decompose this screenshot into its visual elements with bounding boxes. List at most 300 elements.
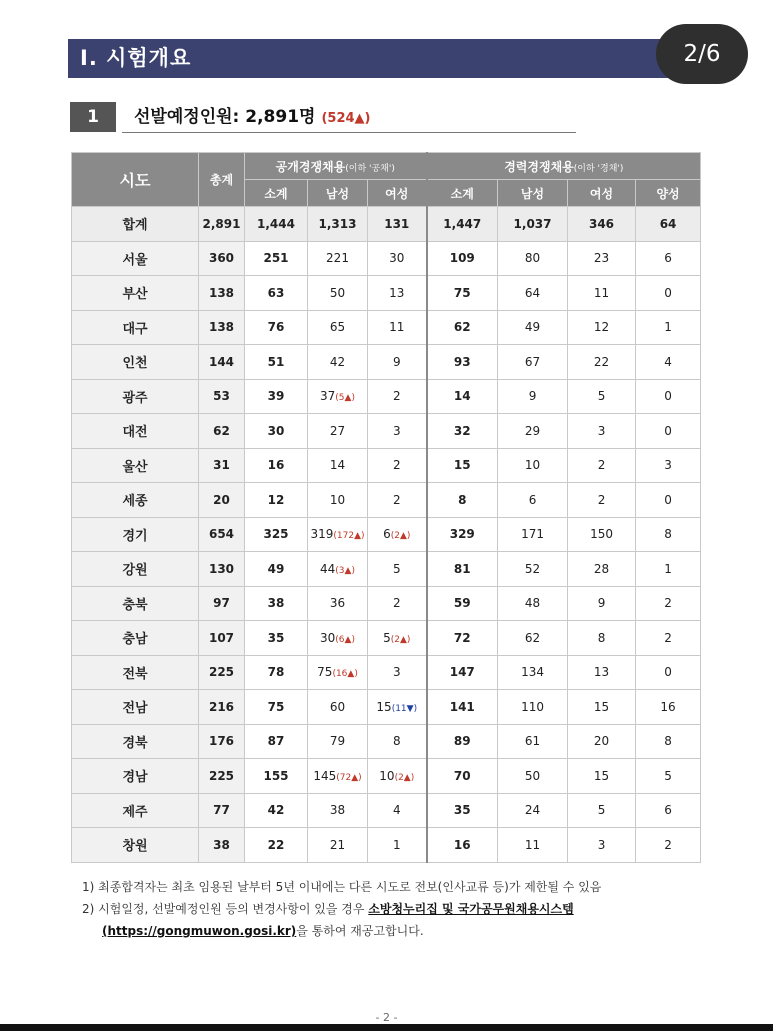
cell-career-male-value: 6 bbox=[528, 492, 537, 507]
cell-public-female-value: 6 bbox=[383, 527, 391, 542]
table-row bbox=[72, 793, 701, 828]
cell-career-male-value: 80 bbox=[524, 251, 541, 266]
cell-public-subtotal-value: 325 bbox=[263, 527, 289, 542]
col-header-career-female: 여성 bbox=[568, 180, 636, 207]
cell-public-subtotal-value: 75 bbox=[267, 699, 285, 714]
footnote-2-suffix: 을 통하여 재공고합니다. bbox=[296, 924, 424, 938]
cell-public-male bbox=[308, 690, 368, 725]
career-group-label: 경력경쟁채용 bbox=[504, 159, 574, 174]
cell-public-female bbox=[368, 552, 427, 587]
cell-public-subtotal bbox=[245, 517, 308, 552]
cell-public-male-value: 75 bbox=[317, 665, 333, 680]
cell-career-male-value: 64 bbox=[524, 285, 541, 300]
col-header-region: 시도 bbox=[72, 153, 199, 207]
cell-career-male bbox=[498, 207, 568, 242]
cell-career-subtotal bbox=[427, 345, 498, 380]
cell-career-female bbox=[568, 448, 636, 483]
cell-career-male-value: 67 bbox=[524, 354, 541, 369]
cell-career-subtotal-value: 62 bbox=[453, 320, 471, 335]
table-row bbox=[72, 828, 701, 863]
cell-public-female-change: (2▲) bbox=[390, 531, 411, 542]
cell-public-male bbox=[308, 276, 368, 311]
subsection-title-text: 선발예정인원: 2,891명 bbox=[134, 107, 316, 127]
cell-public-subtotal bbox=[245, 276, 308, 311]
cell-career-female-value: 22 bbox=[593, 354, 610, 369]
cell-career-both bbox=[636, 276, 701, 311]
cell-career-both bbox=[636, 207, 701, 242]
footnote-2-link[interactable]: 소방청누리집 및 국가공무원채용시스템 bbox=[368, 902, 574, 916]
cell-career-both-value: 2 bbox=[664, 630, 672, 645]
cell-career-both bbox=[636, 483, 701, 518]
cell-region-value: 대전 bbox=[122, 425, 148, 441]
table-row bbox=[72, 448, 701, 483]
cell-career-female bbox=[568, 414, 636, 449]
cell-career-male-value: 10 bbox=[524, 458, 541, 473]
cell-career-male bbox=[498, 586, 568, 621]
cell-career-subtotal bbox=[427, 517, 498, 552]
cell-total-value: 138 bbox=[208, 285, 235, 300]
page-number: - 2 - bbox=[375, 1011, 398, 1024]
cell-career-female-value: 5 bbox=[597, 803, 606, 818]
cell-region-value: 충남 bbox=[122, 632, 148, 648]
cell-public-male-value: 42 bbox=[329, 354, 346, 369]
cell-career-female bbox=[568, 483, 636, 518]
cell-career-both-value: 6 bbox=[664, 251, 672, 266]
cell-total bbox=[199, 759, 245, 794]
cell-career-female-value: 12 bbox=[593, 320, 610, 335]
cell-career-both-value: 4 bbox=[664, 354, 672, 369]
cell-public-male bbox=[308, 241, 368, 276]
cell-public-subtotal-value: 87 bbox=[267, 734, 285, 749]
cell-public-male-value: 60 bbox=[329, 699, 346, 714]
cell-career-subtotal-value: 141 bbox=[449, 699, 475, 714]
cell-career-male-value: 171 bbox=[521, 527, 544, 542]
cell-public-subtotal bbox=[245, 621, 308, 656]
cell-public-female-value: 15 bbox=[376, 699, 392, 714]
col-header-public-male: 남성 bbox=[308, 180, 368, 207]
cell-career-subtotal-value: 75 bbox=[453, 285, 471, 300]
table-row bbox=[72, 621, 701, 656]
cell-total-value: 31 bbox=[213, 458, 230, 473]
cell-career-male bbox=[498, 448, 568, 483]
cell-career-subtotal-value: 35 bbox=[453, 803, 471, 818]
public-group-label: 공개경쟁채용 bbox=[275, 159, 346, 174]
table-row bbox=[72, 517, 701, 552]
cell-public-subtotal-value: 22 bbox=[267, 837, 285, 852]
cell-public-female-value: 30 bbox=[389, 251, 405, 266]
cell-career-male-value: 50 bbox=[524, 768, 541, 783]
cell-career-subtotal-value: 329 bbox=[449, 527, 475, 542]
cell-public-subtotal-value: 63 bbox=[267, 285, 285, 300]
cell-career-male-value: 9 bbox=[528, 389, 537, 404]
cell-public-female bbox=[368, 483, 427, 518]
cell-career-subtotal bbox=[427, 448, 498, 483]
cell-public-subtotal-value: 35 bbox=[267, 630, 285, 645]
cell-career-both bbox=[636, 379, 701, 414]
cell-career-female bbox=[568, 759, 636, 794]
cell-public-male-value: 145 bbox=[313, 768, 337, 783]
cell-public-male bbox=[308, 724, 368, 759]
cell-career-male-value: 110 bbox=[521, 699, 544, 714]
table-row bbox=[72, 345, 701, 380]
table-row bbox=[72, 759, 701, 794]
cell-total bbox=[199, 483, 245, 518]
cell-region bbox=[72, 310, 199, 345]
cell-career-subtotal-value: 72 bbox=[453, 630, 471, 645]
cell-career-subtotal bbox=[427, 310, 498, 345]
cell-career-both bbox=[636, 655, 701, 690]
cell-career-male bbox=[498, 759, 568, 794]
subsection-title bbox=[134, 102, 370, 132]
cell-career-both-value: 8 bbox=[664, 527, 672, 542]
cell-public-subtotal bbox=[245, 828, 308, 863]
cell-career-subtotal bbox=[427, 276, 498, 311]
cell-career-female bbox=[568, 517, 636, 552]
cell-public-male-value: 1,313 bbox=[318, 216, 357, 231]
career-group-note: (이하 '경채') bbox=[573, 163, 624, 174]
cell-career-male bbox=[498, 828, 568, 863]
cell-public-subtotal-value: 42 bbox=[267, 803, 285, 818]
cell-public-female-value: 11 bbox=[389, 320, 405, 335]
cell-region bbox=[72, 586, 199, 621]
cell-public-subtotal bbox=[245, 207, 308, 242]
cell-public-subtotal bbox=[245, 483, 308, 518]
cell-career-subtotal-value: 109 bbox=[449, 251, 475, 266]
cell-public-subtotal-value: 78 bbox=[267, 665, 285, 680]
cell-region bbox=[72, 379, 199, 414]
cell-career-female-value: 13 bbox=[593, 665, 610, 680]
footnote-2-prefix: 2) 시험일정, 선발예정인원 등의 변경사항이 있을 경우 bbox=[82, 902, 369, 916]
cell-public-male-value: 50 bbox=[329, 285, 346, 300]
cell-career-female-value: 2 bbox=[597, 492, 606, 507]
cell-career-female bbox=[568, 655, 636, 690]
cell-career-female bbox=[568, 586, 636, 621]
cell-career-male bbox=[498, 793, 568, 828]
cell-public-subtotal-value: 49 bbox=[267, 561, 285, 576]
cell-public-male-change: (16▲) bbox=[332, 669, 358, 680]
cell-total bbox=[199, 414, 245, 449]
cell-career-both bbox=[636, 517, 701, 552]
cell-public-male-value: 79 bbox=[329, 734, 346, 749]
cell-career-subtotal-value: 89 bbox=[453, 734, 471, 749]
cell-public-male bbox=[308, 655, 368, 690]
cell-region-value: 충북 bbox=[122, 597, 148, 613]
table-row bbox=[72, 379, 701, 414]
cell-public-male bbox=[308, 414, 368, 449]
footnotes bbox=[82, 876, 722, 942]
public-group-note: (이하 '공채') bbox=[345, 163, 395, 174]
cell-career-both-value: 0 bbox=[664, 389, 672, 404]
cell-region-value: 전남 bbox=[122, 701, 148, 717]
table-row bbox=[72, 207, 701, 242]
cell-career-both bbox=[636, 552, 701, 587]
col-header-career-both: 양성 bbox=[636, 180, 701, 207]
cell-total bbox=[199, 310, 245, 345]
footnote-2-url[interactable]: (https://gongmuwon.gosi.kr) bbox=[102, 924, 297, 938]
cell-career-subtotal-value: 14 bbox=[453, 389, 471, 404]
cell-public-female bbox=[368, 517, 427, 552]
cell-total bbox=[199, 345, 245, 380]
cell-career-subtotal bbox=[427, 793, 498, 828]
cell-public-male bbox=[308, 345, 368, 380]
cell-public-male-value: 14 bbox=[329, 458, 346, 473]
cell-public-subtotal bbox=[245, 552, 308, 587]
cell-career-subtotal-value: 15 bbox=[453, 458, 471, 473]
col-header-career-subtotal: 소계 bbox=[427, 180, 498, 207]
cell-region bbox=[72, 517, 199, 552]
cell-career-both-value: 0 bbox=[664, 492, 672, 507]
bottom-bar bbox=[0, 1024, 773, 1031]
table-row bbox=[72, 655, 701, 690]
cell-public-subtotal bbox=[245, 345, 308, 380]
subsection-number: 1 bbox=[70, 102, 116, 132]
cell-career-both bbox=[636, 448, 701, 483]
cell-total bbox=[199, 828, 245, 863]
cell-public-female-value: 13 bbox=[389, 285, 405, 300]
cell-career-subtotal-value: 93 bbox=[453, 354, 471, 369]
cell-career-female bbox=[568, 724, 636, 759]
cell-career-subtotal-value: 1,447 bbox=[443, 216, 482, 231]
cell-region bbox=[72, 759, 199, 794]
cell-public-female-change: (2▲) bbox=[394, 772, 415, 783]
cell-public-male-change: (5▲) bbox=[335, 393, 355, 404]
recruitment-table bbox=[71, 152, 701, 863]
cell-career-female bbox=[568, 379, 636, 414]
cell-total bbox=[199, 207, 245, 242]
cell-region bbox=[72, 828, 199, 863]
cell-region bbox=[72, 345, 199, 380]
cell-total bbox=[199, 241, 245, 276]
cell-career-subtotal-value: 32 bbox=[453, 423, 471, 438]
cell-career-both-value: 2 bbox=[664, 596, 672, 611]
cell-public-subtotal bbox=[245, 793, 308, 828]
cell-career-male-value: 62 bbox=[524, 630, 541, 645]
cell-total bbox=[199, 586, 245, 621]
cell-public-male-value: 221 bbox=[326, 251, 349, 266]
cell-public-male-value: 44 bbox=[320, 561, 336, 576]
cell-public-female bbox=[368, 241, 427, 276]
section-title: Ⅰ. 시험개요 bbox=[68, 39, 700, 78]
cell-public-female bbox=[368, 828, 427, 863]
cell-region bbox=[72, 724, 199, 759]
cell-career-female bbox=[568, 690, 636, 725]
cell-total-value: 138 bbox=[208, 320, 235, 335]
cell-region-value: 경남 bbox=[122, 770, 148, 786]
cell-public-male-value: 10 bbox=[329, 492, 346, 507]
cell-total bbox=[199, 690, 245, 725]
cell-region bbox=[72, 241, 199, 276]
cell-career-subtotal bbox=[427, 207, 498, 242]
cell-public-female bbox=[368, 379, 427, 414]
cell-career-male-value: 48 bbox=[524, 596, 541, 611]
cell-total-value: 107 bbox=[208, 630, 235, 645]
table-row bbox=[72, 586, 701, 621]
cell-public-female bbox=[368, 414, 427, 449]
cell-public-male-value: 21 bbox=[329, 837, 346, 852]
cell-public-subtotal bbox=[245, 690, 308, 725]
cell-career-subtotal-value: 81 bbox=[453, 561, 471, 576]
cell-career-both-value: 1 bbox=[664, 320, 672, 335]
cell-total-value: 20 bbox=[213, 492, 230, 507]
cell-career-female bbox=[568, 345, 636, 380]
cell-public-female-value: 2 bbox=[392, 458, 401, 473]
cell-public-subtotal bbox=[245, 448, 308, 483]
cell-public-female bbox=[368, 724, 427, 759]
cell-career-male bbox=[498, 690, 568, 725]
cell-public-female bbox=[368, 586, 427, 621]
cell-public-female-change: (11▼) bbox=[391, 703, 418, 714]
cell-region-value: 창원 bbox=[122, 839, 148, 855]
footnote-2-cont bbox=[82, 920, 722, 942]
cell-public-female bbox=[368, 655, 427, 690]
cell-career-subtotal bbox=[427, 724, 498, 759]
cell-career-subtotal bbox=[427, 241, 498, 276]
cell-region-value: 울산 bbox=[122, 459, 148, 475]
cell-career-both-value: 0 bbox=[664, 423, 672, 438]
cell-career-female-value: 23 bbox=[593, 251, 610, 266]
cell-career-female bbox=[568, 621, 636, 656]
footnote-1: 1) 최종합격자는 최초 임용된 날부터 5년 이내에는 다른 시도로 전보(인사교류 등)가 제한될 수 있음 bbox=[82, 880, 602, 894]
cell-career-male bbox=[498, 414, 568, 449]
cell-total-value: 77 bbox=[213, 803, 230, 818]
cell-public-male bbox=[308, 586, 368, 621]
cell-region-value: 전북 bbox=[122, 666, 148, 682]
cell-public-subtotal bbox=[245, 759, 308, 794]
cell-career-female bbox=[568, 276, 636, 311]
table-row bbox=[72, 276, 701, 311]
cell-career-subtotal bbox=[427, 586, 498, 621]
cell-career-both bbox=[636, 828, 701, 863]
cell-total-value: 144 bbox=[208, 354, 235, 369]
cell-career-male-value: 11 bbox=[524, 837, 541, 852]
cell-career-female bbox=[568, 310, 636, 345]
cell-total-value: 176 bbox=[208, 734, 235, 749]
cell-public-subtotal-value: 1,444 bbox=[257, 216, 295, 231]
cell-region-value: 세종 bbox=[122, 494, 148, 510]
table-row bbox=[72, 690, 701, 725]
cell-career-both-value: 8 bbox=[664, 734, 672, 749]
cell-public-subtotal bbox=[245, 241, 308, 276]
cell-total-value: 53 bbox=[213, 389, 230, 404]
cell-public-male-value: 38 bbox=[329, 803, 346, 818]
cell-career-subtotal bbox=[427, 690, 498, 725]
cell-career-male bbox=[498, 655, 568, 690]
cell-career-male-value: 1,037 bbox=[513, 216, 552, 231]
cell-region-value: 인천 bbox=[122, 356, 148, 372]
cell-career-male bbox=[498, 621, 568, 656]
cell-region-value: 제주 bbox=[122, 804, 148, 820]
cell-region bbox=[72, 655, 199, 690]
cell-public-male-change: (6▲) bbox=[335, 634, 355, 645]
cell-career-female-value: 20 bbox=[593, 734, 610, 749]
col-header-public-subtotal: 소계 bbox=[245, 180, 308, 207]
cell-public-subtotal bbox=[245, 586, 308, 621]
cell-career-both-value: 16 bbox=[660, 699, 676, 714]
cell-total bbox=[199, 552, 245, 587]
cell-career-both bbox=[636, 241, 701, 276]
cell-public-female bbox=[368, 621, 427, 656]
cell-career-subtotal-value: 147 bbox=[449, 665, 475, 680]
col-header-total: 총계 bbox=[199, 153, 245, 207]
cell-region bbox=[72, 552, 199, 587]
cell-public-female-value: 2 bbox=[392, 389, 401, 404]
footnote-2 bbox=[82, 898, 722, 920]
cell-career-both bbox=[636, 414, 701, 449]
cell-public-male-value: 36 bbox=[329, 596, 346, 611]
cell-total-value: 225 bbox=[208, 665, 235, 680]
cell-public-male-value: 30 bbox=[320, 630, 336, 645]
cell-total bbox=[199, 517, 245, 552]
cell-career-male-value: 29 bbox=[524, 423, 541, 438]
cell-career-both-value: 64 bbox=[659, 216, 677, 231]
cell-public-male bbox=[308, 483, 368, 518]
cell-public-subtotal-value: 12 bbox=[267, 492, 285, 507]
cell-public-male-value: 37 bbox=[320, 389, 336, 404]
cell-public-male bbox=[308, 517, 368, 552]
cell-public-female-value: 5 bbox=[383, 630, 391, 645]
cell-career-subtotal bbox=[427, 483, 498, 518]
cell-career-female bbox=[568, 552, 636, 587]
cell-career-both-value: 0 bbox=[664, 285, 672, 300]
cell-career-both bbox=[636, 690, 701, 725]
subsection-underline bbox=[122, 132, 576, 133]
cell-region-value: 광주 bbox=[122, 390, 148, 406]
cell-career-subtotal bbox=[427, 621, 498, 656]
cell-total-value: 2,891 bbox=[202, 216, 241, 231]
cell-public-female-value: 4 bbox=[392, 803, 401, 818]
cell-region bbox=[72, 793, 199, 828]
cell-public-male-change: (172▲) bbox=[333, 531, 365, 542]
cell-career-both-value: 6 bbox=[664, 803, 672, 818]
cell-career-male bbox=[498, 552, 568, 587]
cell-career-male-value: 134 bbox=[521, 665, 544, 680]
cell-career-male bbox=[498, 345, 568, 380]
cell-total bbox=[199, 793, 245, 828]
cell-public-female bbox=[368, 793, 427, 828]
cell-career-female-value: 15 bbox=[593, 699, 610, 714]
cell-public-female-value: 9 bbox=[392, 354, 401, 369]
cell-career-female-value: 28 bbox=[593, 561, 610, 576]
cell-career-male bbox=[498, 241, 568, 276]
cell-career-both bbox=[636, 345, 701, 380]
cell-region bbox=[72, 448, 199, 483]
cell-public-male-change: (72▲) bbox=[336, 772, 362, 783]
table-row bbox=[72, 724, 701, 759]
cell-career-both bbox=[636, 310, 701, 345]
cell-career-female bbox=[568, 793, 636, 828]
cell-public-subtotal-value: 76 bbox=[267, 320, 285, 335]
cell-career-both-value: 5 bbox=[664, 768, 672, 783]
cell-career-male bbox=[498, 483, 568, 518]
cell-public-male bbox=[308, 621, 368, 656]
cell-career-subtotal bbox=[427, 759, 498, 794]
cell-career-male bbox=[498, 310, 568, 345]
cell-public-subtotal-value: 39 bbox=[267, 389, 285, 404]
cell-career-female-value: 5 bbox=[597, 389, 606, 404]
cell-region bbox=[72, 690, 199, 725]
cell-public-female-value: 3 bbox=[392, 665, 401, 680]
cell-career-subtotal bbox=[427, 414, 498, 449]
cell-region-value: 대구 bbox=[122, 321, 148, 337]
cell-career-both-value: 1 bbox=[664, 561, 672, 576]
cell-career-subtotal-value: 8 bbox=[458, 492, 467, 507]
cell-public-female bbox=[368, 207, 427, 242]
cell-career-subtotal-value: 70 bbox=[453, 768, 471, 783]
cell-total-value: 62 bbox=[213, 423, 230, 438]
cell-public-female-value: 3 bbox=[392, 423, 401, 438]
cell-career-female bbox=[568, 828, 636, 863]
cell-total-value: 97 bbox=[213, 596, 230, 611]
